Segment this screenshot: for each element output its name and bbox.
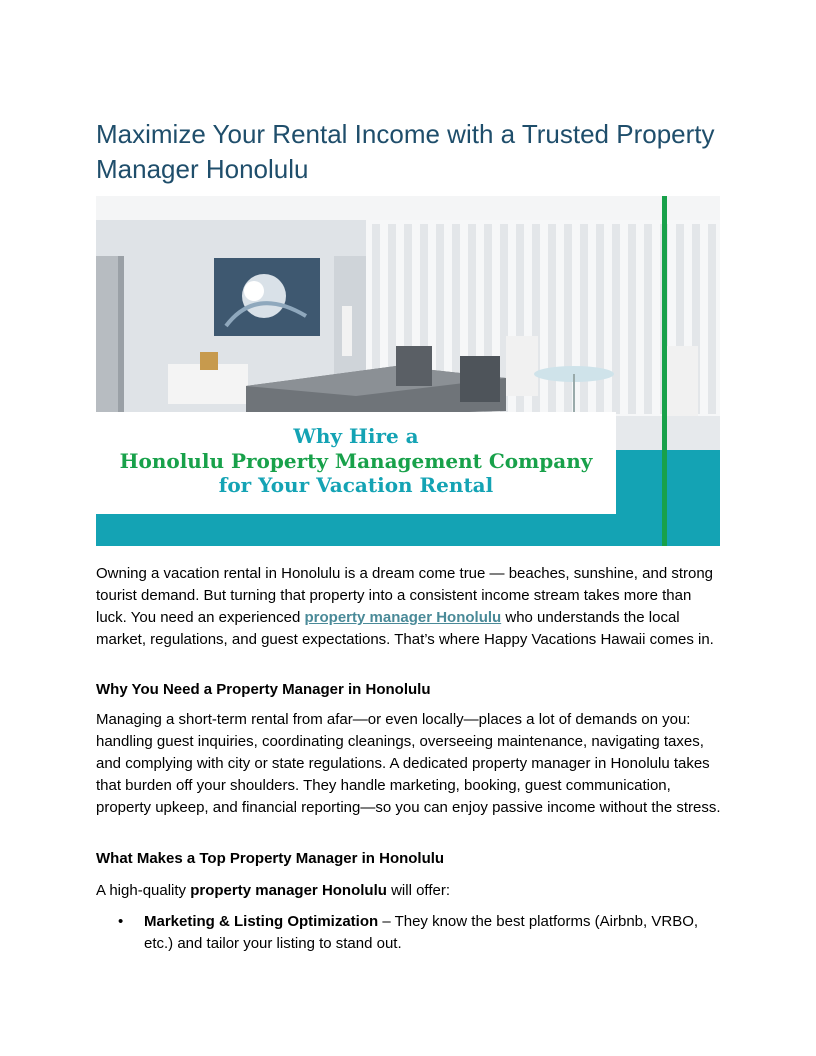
offer-paragraph [96,880,722,902]
section-heading-what: What Makes a Top Property Manager in Honolulu [96,850,445,867]
banner-line-2: Honolulu Property Management Company [119,449,593,473]
property-manager-link[interactable]: property manager Honolulu [304,609,502,626]
offer-text-1: A high-quality [96,882,191,899]
why-paragraph: Managing a short-term rental from afar—or even locally—places a lot of demands on you: handling guest inquiries, coordinating cleanings, overseeing maintenance, navigating taxes, and complying with city or state regulations. A dedicated property manager in Honolulu takes that burden off your shoulders. They handle marketing, booking, guest communication, property upkeep, and financial reporting—so you can enjoy passive income without the stress. [96,711,721,816]
hero-image [96,196,720,546]
bullet-icon: • [118,913,124,930]
list-item [144,911,722,955]
banner-line-3: for Your Vacation Rental [218,473,494,497]
section-heading-why: Why You Need a Property Manager in Honolulu [96,681,431,698]
intro-paragraph [96,563,722,651]
list-item-text: – They know the best platforms (Airbnb, VRBO, etc.) and tailor your listing to stand out. [144,913,699,952]
intro-text-2: who understands the local market, regulations, and guest expectations. That’s where Happy Vacations Hawaii comes in. [96,609,714,648]
offer-bold: property manager Honolulu [190,882,387,899]
intro-text-1: Owning a vacation rental in Honolulu is a dream come true — beaches, sunshine, and strong tourist demand. But turning that property into a consistent income stream takes more than luck. You need an experienced [96,565,714,626]
banner-line-1: Why Hire a [293,424,419,448]
offer-text-2: will offer: [386,882,450,899]
list-item-bold: Marketing & Listing Optimization [144,913,379,930]
hero-banner [96,412,616,514]
page-title: Maximize Your Rental Income with a Trusted Property Manager Honolulu [96,119,715,184]
